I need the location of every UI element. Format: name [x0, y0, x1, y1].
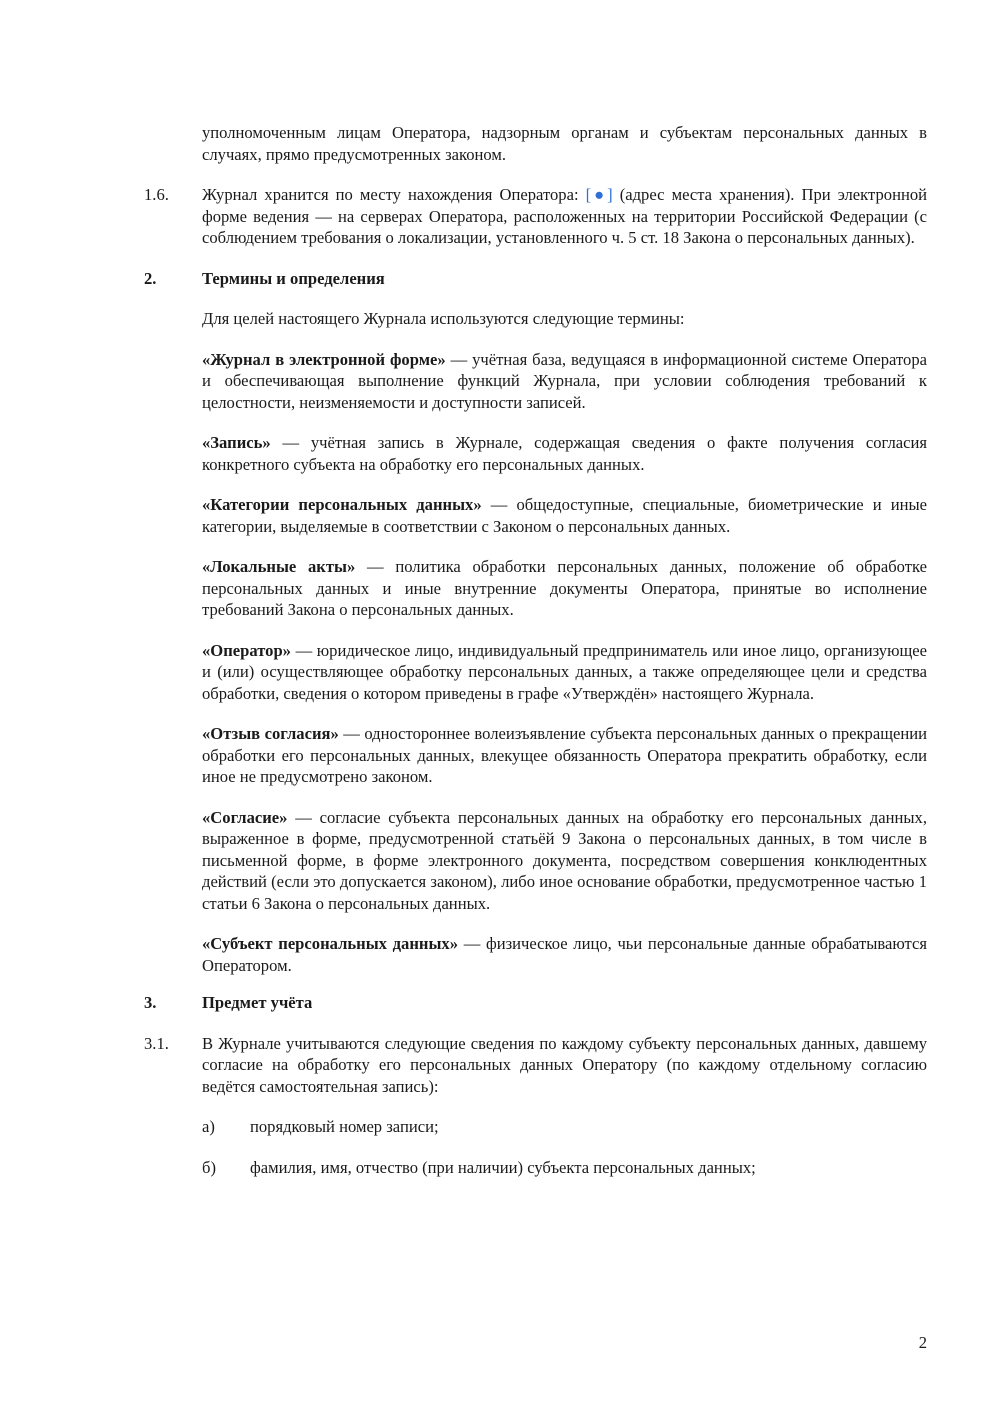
term-name: «Оператор» [202, 640, 291, 660]
term-consent-withdrawal [202, 723, 927, 788]
term-definition: — согласие субъекта персональных данных на обработку его персональных данных, выраженное в форме, предусмотренной статьёй 9 Закона о персональных данных, в том числе в письменной форме, в форме электронного документа, посредством совершения конклюдентных действий (если это допускается законом), либо иное основание обработки, предусмотренное частью 1 статьи 6 Закона о персональных данных. [202, 807, 927, 913]
continued-paragraph [202, 122, 927, 165]
term-paragraph [202, 933, 927, 976]
term-paragraph [202, 807, 927, 915]
term-name: «Согласие» [202, 807, 288, 827]
term-definition: — учётная база, ведущаяся в информационной системе Оператора и обеспечивающая выполнение функций Журнала, при условии соблюдения требований к целостности, неизменяемости и доступности записей. [202, 349, 927, 412]
list-item-label: б) [202, 1157, 216, 1177]
page-number: 2 [918, 1333, 927, 1352]
section-number: 3. [144, 993, 157, 1012]
list-item [202, 1116, 927, 1138]
term-operator [202, 640, 927, 705]
term-paragraph [202, 723, 927, 788]
term-paragraph [202, 349, 927, 414]
term-consent [202, 807, 927, 915]
section-title: Предмет учёта [202, 993, 313, 1012]
clause-text-end: (адрес места хранения). При электронной форме ведения — на серверах Оператора, расположенных на территории Российской Федерации (с соблюдением требования о локализации, установленного ч. 5 ст. 18 Закона о персональных данных). [202, 185, 928, 247]
term-definition: — одностороннее волеизъявление субъекта персональных данных о прекращении обработки его персональных данных, влекущее обязанность Оператора прекратить обработку, если иное не предусмотрено законом. [202, 724, 927, 786]
page-content [0, 122, 1000, 1178]
term-local-acts [202, 556, 927, 621]
term-definition: — общедоступные, специальные, биометрические и иные категории, выделяемые в соответствии с Законом о персональных данных. [202, 495, 927, 536]
clause-text [202, 184, 927, 249]
terms-intro [202, 308, 927, 330]
term-name: «Субъект персональных данных» [202, 934, 459, 953]
section-title: Термины и определения [202, 268, 385, 288]
term-definition: — учётная запись в Журнале, содержащая сведения о факте получения согласия конкретного субъекта на обработку его персональных данных. [202, 433, 927, 474]
term-definition: — политика обработки персональных данных, положение об обработке персональных данных и иные внутренние документы Оператора, принятые во исполнение требований Закона о персональных данных. [202, 557, 927, 619]
clause-1-6 [144, 184, 928, 249]
clause-text: В Журнале учитываются следующие сведения по каждому субъекту персональных данных, давшему согласие на обработку его персональных данных Оператору (по каждому отдельному согласию ведётся самостоятельная запись): [202, 1033, 927, 1096]
term-definition: — юридическое лицо, индивидуальный предприниматель или иное лицо, организующее и (или) осуществляющее обработку персональных данных, а также определяющее цели и средства обработки, сведения о котором приведены в графе «Утверждён» настоящего Журнала. [202, 640, 927, 703]
term-definition: — физическое лицо, чьи персональные данные обрабатываются Оператором. [202, 934, 928, 975]
list-item-label: а) [202, 1117, 215, 1136]
term-record [202, 432, 927, 475]
clause-number: 3.1. [144, 1033, 169, 1053]
term-paragraph [202, 556, 927, 621]
term-data-categories [202, 494, 927, 537]
term-paragraph [202, 432, 927, 475]
clause-text-start: Журнал хранится по месту нахождения Оператора: [202, 185, 586, 204]
term-paragraph [202, 494, 927, 537]
list-item-text: порядковый номер записи; [250, 1117, 439, 1136]
intro-text: Для целей настоящего Журнала используются следующие термины: [202, 309, 685, 328]
section-number: 2. [144, 268, 157, 288]
placeholder-marker: [●] [585, 185, 613, 204]
term-name: «Локальные акты» [202, 557, 356, 576]
term-name: «Запись» [202, 433, 271, 452]
clause-number: 1.6. [144, 185, 169, 204]
term-data-subject [202, 933, 927, 976]
section-3-heading [144, 992, 927, 1014]
term-name: «Журнал в электронной форме» [202, 349, 446, 369]
list-item [202, 1157, 927, 1179]
clause-3-1 [144, 1033, 927, 1098]
list-item-text: фамилия, имя, отчество (при наличии) субъекта персональных данных; [250, 1157, 756, 1177]
section-2-heading [144, 268, 927, 290]
term-paragraph [202, 640, 927, 705]
term-electronic-journal [202, 349, 927, 414]
paragraph-text: уполномоченным лицам Оператора, надзорным органам и субъектам персональных данных в случаях, прямо предусмотренных законом. [202, 123, 927, 164]
term-name: «Категории персональных данных» [202, 495, 482, 514]
term-name: «Отзыв согласия» [202, 724, 339, 743]
